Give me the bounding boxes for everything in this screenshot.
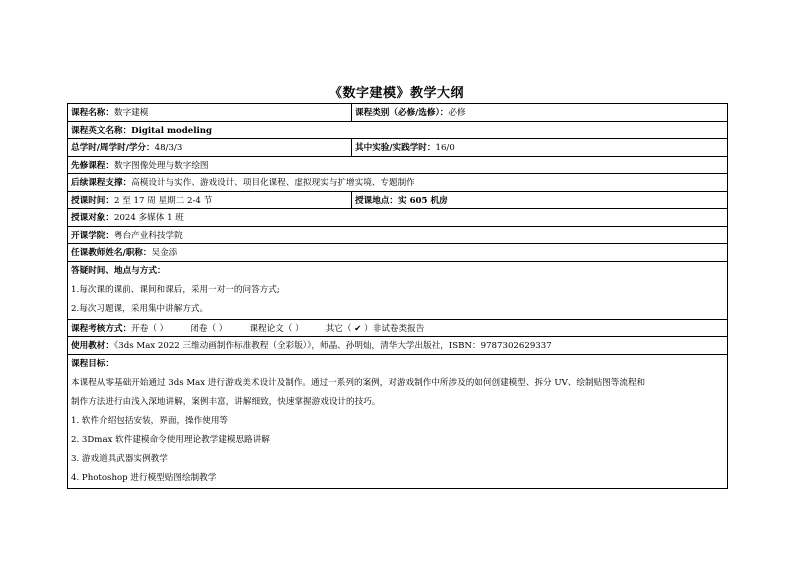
course-name-value: 数字建模: [113, 108, 149, 119]
cell-assessment: [68, 319, 728, 337]
objectives-line-2: 制作方法进行由浅入深地讲解，案例丰富，讲解细致，快速掌握游戏设计的技巧。: [71, 396, 381, 407]
cell-teacher: [68, 244, 728, 262]
course-type-label: 课程类别（必修/选修）：: [355, 108, 449, 119]
college-label: 开课学院：: [71, 230, 114, 241]
cell-course-name: [68, 104, 352, 122]
cell-objectives: [68, 354, 728, 488]
cell-lab-hours: [352, 139, 728, 157]
objectives-line-5: 3. 游戏道具武器实例教学: [71, 453, 168, 464]
time-label: 授课时间：: [71, 195, 114, 206]
row-objectives: [68, 354, 728, 488]
location-value: 实 605 机房: [397, 195, 448, 206]
assessment-option-open-book: 开卷（ ）: [131, 323, 169, 334]
english-name-value: Digital modeling: [131, 125, 213, 136]
cell-prerequisite: [68, 156, 728, 174]
qa-line-1: 1.每次课的课前、课间和课后，采用一对一的问答方式;: [71, 284, 280, 295]
cell-college: [68, 226, 728, 244]
qa-line-2: 2.每次习题课，采用集中讲解方式。: [71, 303, 209, 314]
english-name-label: 课程英文名称：: [71, 125, 132, 136]
assessment-option-closed-book: 闭卷（ ）: [190, 323, 228, 334]
row-english-name: [68, 121, 728, 139]
prerequisite-label: 先修课程：: [71, 160, 114, 171]
follow-up-label: 后续课程支撑：: [71, 178, 132, 189]
objectives-label: 课程目标：: [71, 358, 114, 369]
prerequisite-value: 数字图像处理与数字绘图: [113, 160, 209, 171]
college-value: 粤台产业科技学院: [113, 230, 183, 241]
objectives-line-6: 4. Photoshop 进行模型贴图绘制教学: [71, 472, 217, 483]
audience-value: 2024 多媒体 1 班: [113, 213, 184, 224]
objectives-line-3: 1. 软件介绍包括安装，界面，操作使用等: [71, 415, 229, 426]
course-outline-table: [67, 103, 728, 489]
row-prerequisite: [68, 156, 728, 174]
cell-textbook: [68, 337, 728, 355]
assessment-option-paper: 课程论文（ ）: [249, 323, 304, 334]
location-label: 授课地点：: [355, 195, 398, 206]
course-name-label: 课程名称：: [71, 108, 114, 119]
cell-location: [352, 191, 728, 209]
row-assessment: [68, 319, 728, 337]
row-course-name: [68, 104, 728, 122]
row-audience: [68, 209, 728, 227]
cell-audience: [68, 209, 728, 227]
objectives-line-4: 2. 3Dmax 软件建模命令使用理论教学建模思路讲解: [71, 434, 270, 445]
hours-value: 48/3/3: [154, 143, 183, 154]
time-value: 2 至 17 周 星期二 2-4 节: [113, 195, 213, 206]
row-hours: [68, 139, 728, 157]
row-time-location: [68, 191, 728, 209]
cell-qa: [68, 261, 728, 319]
course-type-value: 必修: [448, 108, 466, 119]
row-textbook: [68, 337, 728, 355]
document-title: 《数字建模》教学大纲: [328, 86, 464, 101]
cell-time: [68, 191, 352, 209]
cell-hours: [68, 139, 352, 157]
lab-hours-label: 其中实验/实践学时：: [355, 143, 436, 154]
row-follow-up: [68, 174, 728, 192]
textbook-value: 《3ds Max 2022 三维动画制作标准教程（全彩版）》，师晶、孙明灿，清华大学出版社，ISBN：9787302629337: [113, 341, 552, 352]
textbook-label: 使用教材：: [71, 341, 114, 352]
lab-hours-value: 16/0: [435, 143, 455, 154]
assessment-option-other: 其它（ ✔ ）非试卷类报告: [325, 323, 425, 334]
assessment-label: 课程考核方式：: [71, 323, 132, 334]
follow-up-value: 高模设计与实作、游戏设计、项目化课程、虚拟现实与扩增实境、专题制作: [131, 178, 415, 189]
hours-label: 总学时/周学时/学分：: [71, 143, 155, 154]
cell-follow-up: [68, 174, 728, 192]
cell-english-name: [68, 121, 728, 139]
row-teacher: [68, 244, 728, 262]
teacher-value: 吴金添: [151, 248, 178, 259]
row-qa: [68, 261, 728, 319]
qa-label: 答疑时间、地点与方式：: [71, 265, 166, 276]
objectives-line-1: 本课程从零基础开始通过 3ds Max 进行游戏美术设计及制作。通过一系列的案例，对游戏制作中所涉及的如何创建模型、拆分 UV、绘制贴图等流程和: [71, 377, 646, 388]
teacher-label: 任课教师姓名/职称：: [71, 248, 152, 259]
cell-course-type: [352, 104, 728, 122]
audience-label: 授课对象：: [71, 213, 114, 224]
row-college: [68, 226, 728, 244]
